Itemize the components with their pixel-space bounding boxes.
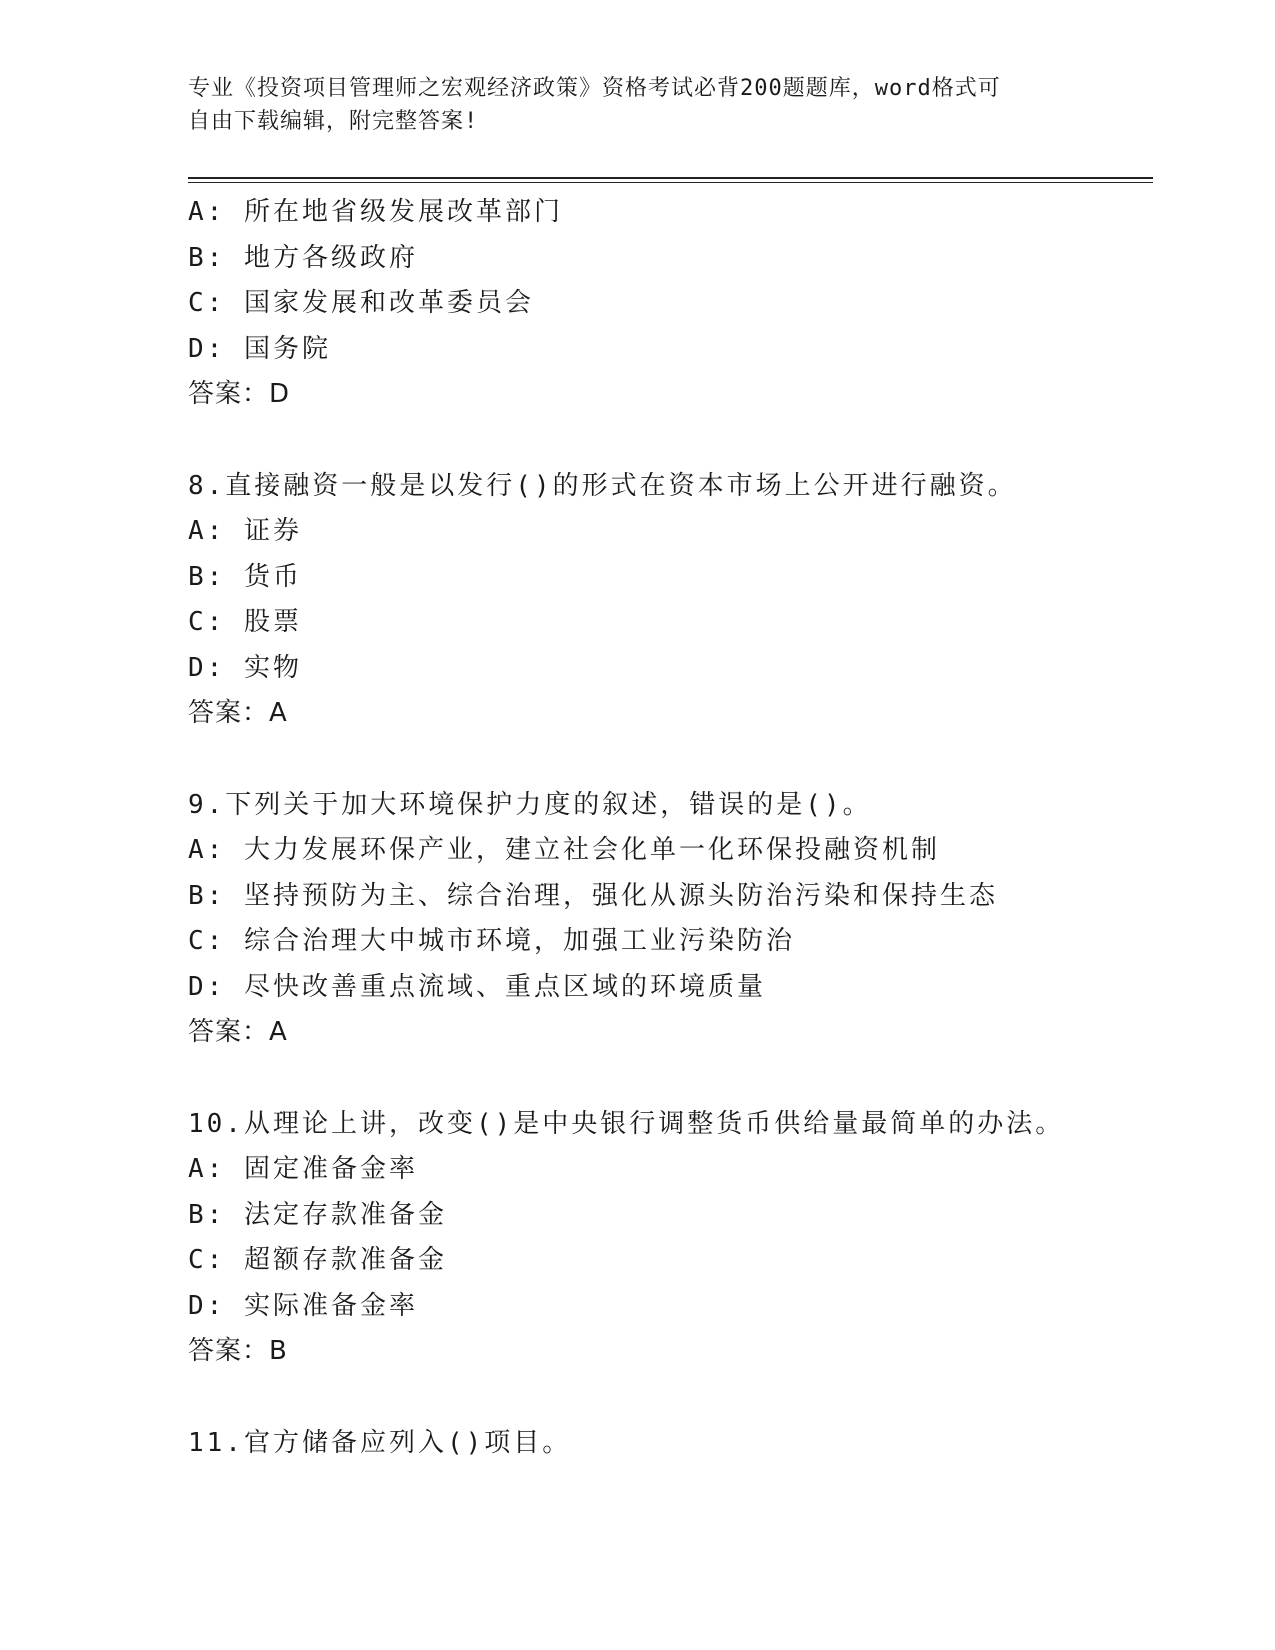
option-a: A: 固定准备金率 bbox=[188, 1154, 418, 1184]
option-b: B: 货币 bbox=[188, 561, 302, 592]
spacer bbox=[188, 1375, 1148, 1421]
answer: 答案：A bbox=[188, 1017, 288, 1047]
option-c: C: 国家发展和改革委员会 bbox=[188, 288, 534, 318]
option-b: B: 坚持预防为主、综合治理，强化从源头防治污染和保持生态 bbox=[188, 880, 998, 911]
spacer bbox=[188, 418, 1148, 464]
option-c: C: 综合治理大中城市环境，加强工业污染防治 bbox=[188, 926, 795, 956]
option-d: D: 实物 bbox=[188, 652, 302, 683]
option-c: C: 超额存款准备金 bbox=[188, 1245, 447, 1275]
question-7 bbox=[188, 190, 1148, 418]
question-9 bbox=[188, 783, 1148, 1056]
question-text: 10.从理论上讲，改变()是中央银行调整货币供给量最简单的办法。 bbox=[188, 1108, 1065, 1139]
question-list bbox=[188, 190, 1148, 1466]
answer: 答案：B bbox=[188, 1336, 288, 1366]
option-d: D: 实际准备金率 bbox=[188, 1290, 418, 1321]
option-a: A: 所在地省级发展改革部门 bbox=[188, 197, 563, 227]
question-10 bbox=[188, 1102, 1148, 1375]
spacer bbox=[188, 737, 1148, 783]
question-8 bbox=[188, 464, 1148, 737]
header-divider-thick bbox=[188, 177, 1153, 179]
spacer bbox=[188, 1056, 1148, 1102]
option-d: D: 尽快改善重点流域、重点区域的环境质量 bbox=[188, 971, 766, 1002]
question-text: 11.官方储备应列入()项目。 bbox=[188, 1427, 572, 1458]
answer: 答案：D bbox=[188, 379, 291, 409]
header-line-2: 自由下载编辑，附完整答案! bbox=[188, 109, 479, 134]
question-text: 8.直接融资一般是以发行()的形式在资本市场上公开进行融资。 bbox=[188, 470, 1017, 501]
question-text: 9.下列关于加大环境保护力度的叙述，错误的是()。 bbox=[188, 789, 872, 820]
option-c: C: 股票 bbox=[188, 607, 302, 637]
option-b: B: 地方各级政府 bbox=[188, 242, 418, 273]
header-line-1: 专业《投资项目管理师之宏观经济政策》资格考试必背200题题库，word格式可 bbox=[188, 76, 1001, 101]
option-a: A: 证券 bbox=[188, 516, 302, 546]
question-11 bbox=[188, 1421, 1148, 1467]
answer: 答案：A bbox=[188, 698, 288, 728]
header-divider-thin bbox=[188, 182, 1153, 183]
option-a: A: 大力发展环保产业，建立社会化单一化环保投融资机制 bbox=[188, 835, 940, 865]
document-header bbox=[188, 72, 1088, 138]
option-b: B: 法定存款准备金 bbox=[188, 1199, 447, 1230]
option-d: D: 国务院 bbox=[188, 333, 331, 364]
